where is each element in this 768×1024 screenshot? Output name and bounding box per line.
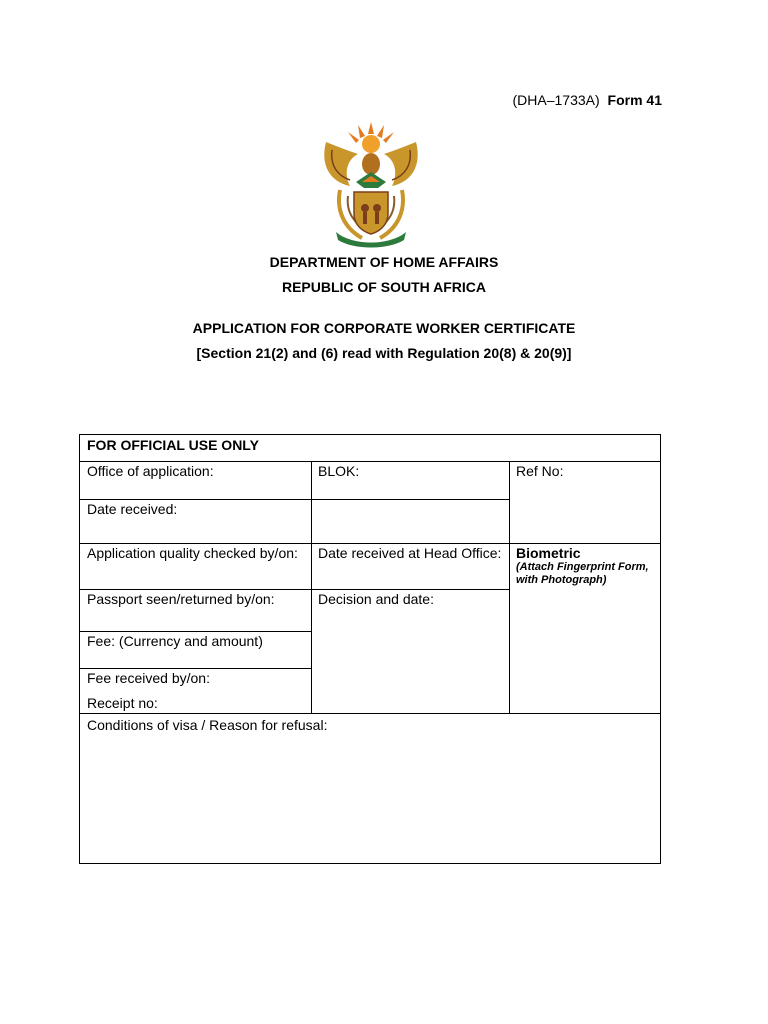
biometric-label: Biometric bbox=[516, 545, 581, 561]
form-reference bbox=[500, 92, 662, 108]
application-title: APPLICATION FOR CORPORATE WORKER CERTIFICATE bbox=[192, 320, 576, 336]
republic-title: REPUBLIC OF SOUTH AFRICA bbox=[281, 279, 487, 295]
biometric-cell bbox=[509, 543, 660, 589]
receipt-no-label: Receipt no: bbox=[87, 695, 158, 711]
decision-date-label: Decision and date: bbox=[318, 591, 434, 607]
form-code: (DHA–1733A) bbox=[512, 92, 600, 108]
official-use-title: FOR OFFICIAL USE ONLY bbox=[87, 437, 259, 453]
date-received-label: Date received: bbox=[87, 501, 178, 517]
ref-no-label: Ref No: bbox=[516, 463, 564, 479]
passport-seen-label: Passport seen/returned by/on: bbox=[87, 591, 275, 607]
official-use-table bbox=[79, 434, 661, 864]
department-title: DEPARTMENT OF HOME AFFAIRS bbox=[269, 254, 499, 270]
quality-checked-label: Application quality checked by/on: bbox=[87, 545, 298, 561]
form-number: Form 41 bbox=[607, 92, 662, 108]
fee-label: Fee: (Currency and amount) bbox=[87, 633, 263, 649]
office-of-application-label: Office of application: bbox=[87, 463, 214, 479]
blok-value-field[interactable] bbox=[311, 499, 509, 543]
blok-label: BLOK: bbox=[318, 463, 360, 479]
fee-received-label: Fee received by/on: bbox=[87, 670, 210, 686]
section-reference: [Section 21(2) and (6) read with Regulation 20(8) & 20(9)] bbox=[196, 345, 572, 361]
biometric-note: (Attach Fingerprint Form, with Photograph) bbox=[516, 561, 649, 586]
conditions-label: Conditions of visa / Reason for refusal: bbox=[87, 717, 328, 733]
date-received-head-office-label: Date received at Head Office: bbox=[318, 545, 502, 561]
coat-of-arms-icon bbox=[318, 120, 424, 248]
